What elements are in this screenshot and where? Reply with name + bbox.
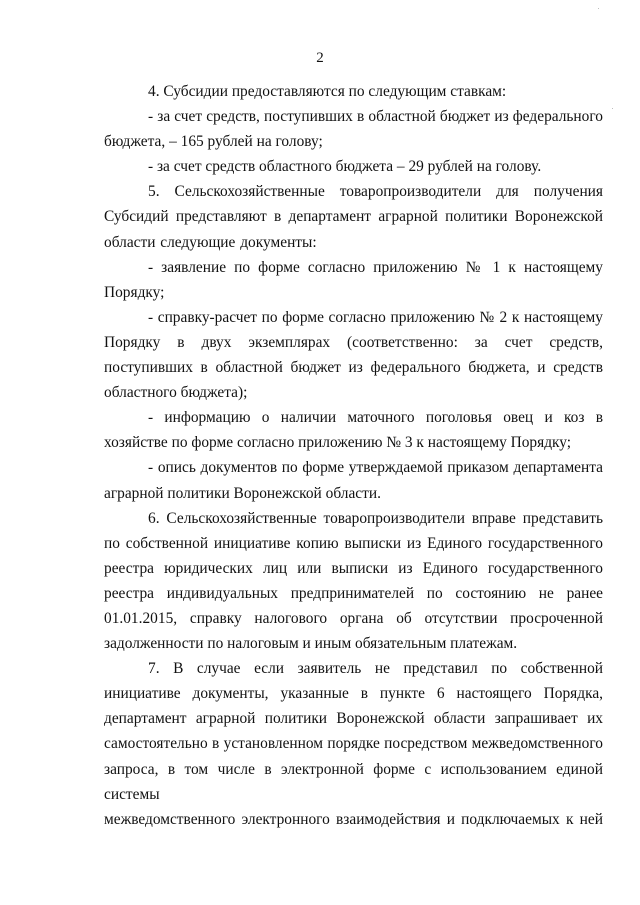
scan-speck	[598, 8, 599, 9]
paragraph-5-intro: 5. Сельскохозяйственные товаропроизводители для получения Субсидий представляют в департамент аграрной политики Воронежской области следующие документы:	[104, 183, 603, 251]
page-number: 2	[316, 50, 324, 66]
paragraph-5-item-calculation: - справку-расчет по форме согласно приложению № 2 к настоящему Порядку в двух экземплярах (соответственно: за счет средств, поступивших в областной бюджет из федерального бюджета, и средств областного бюджета);	[104, 308, 603, 402]
paragraph-4-item-regional: - за счет средств областного бюджета – 29 рублей на голову.	[148, 158, 542, 176]
paragraph-5-item-application: - заявление по форме согласно приложению № 1 к настоящему Порядку;	[104, 258, 603, 301]
paragraph-4-item-federal: - за счет средств, поступивших в областной бюджет из федерального бюджета, – 165 рублей на голову;	[104, 108, 603, 151]
paragraph-7-last-line: межведомственного электронного взаимодействия и подключаемых к ней	[104, 810, 603, 828]
scan-speck	[612, 108, 613, 109]
paragraph-6: 6. Сельскохозяйственные товаропроизводители вправе представить по собственной инициативе копию выписки из Единого государственного реестра юридических лиц или выписки из Единого государственного реестра индивидуальных предпринимателей по состоянию не ранее 01.01.2015, справку налогового органа об отсутствии просроченной задолженности по налоговым и иным обязательным платежам.	[104, 509, 603, 653]
paragraph-5-item-inventory: - опись документов по форме утверждаемой приказом департамента аграрной политики Воронежской области.	[104, 459, 603, 502]
paragraph-7-main: 7. В случае если заявитель не представил по собственной инициативе документы, указанные в пункте 6 настоящего Порядка, департамент аграрной политики Воронежской области запрашивает их самостоятельно в установленном порядке посредством межведомственного запроса, в том числе в электронной форме с использованием единой системы	[104, 660, 603, 803]
paragraph-7	[104, 656, 603, 832]
paragraph-5-item-livestock-info: - информацию о наличии маточного поголовья овец и коз в хозяйстве по форме согласно приложению № 3 к настоящему Порядку;	[104, 409, 603, 452]
paragraph-4-intro: 4. Субсидии предоставляются по следующим ставкам:	[148, 83, 507, 100]
document-body	[104, 79, 603, 832]
